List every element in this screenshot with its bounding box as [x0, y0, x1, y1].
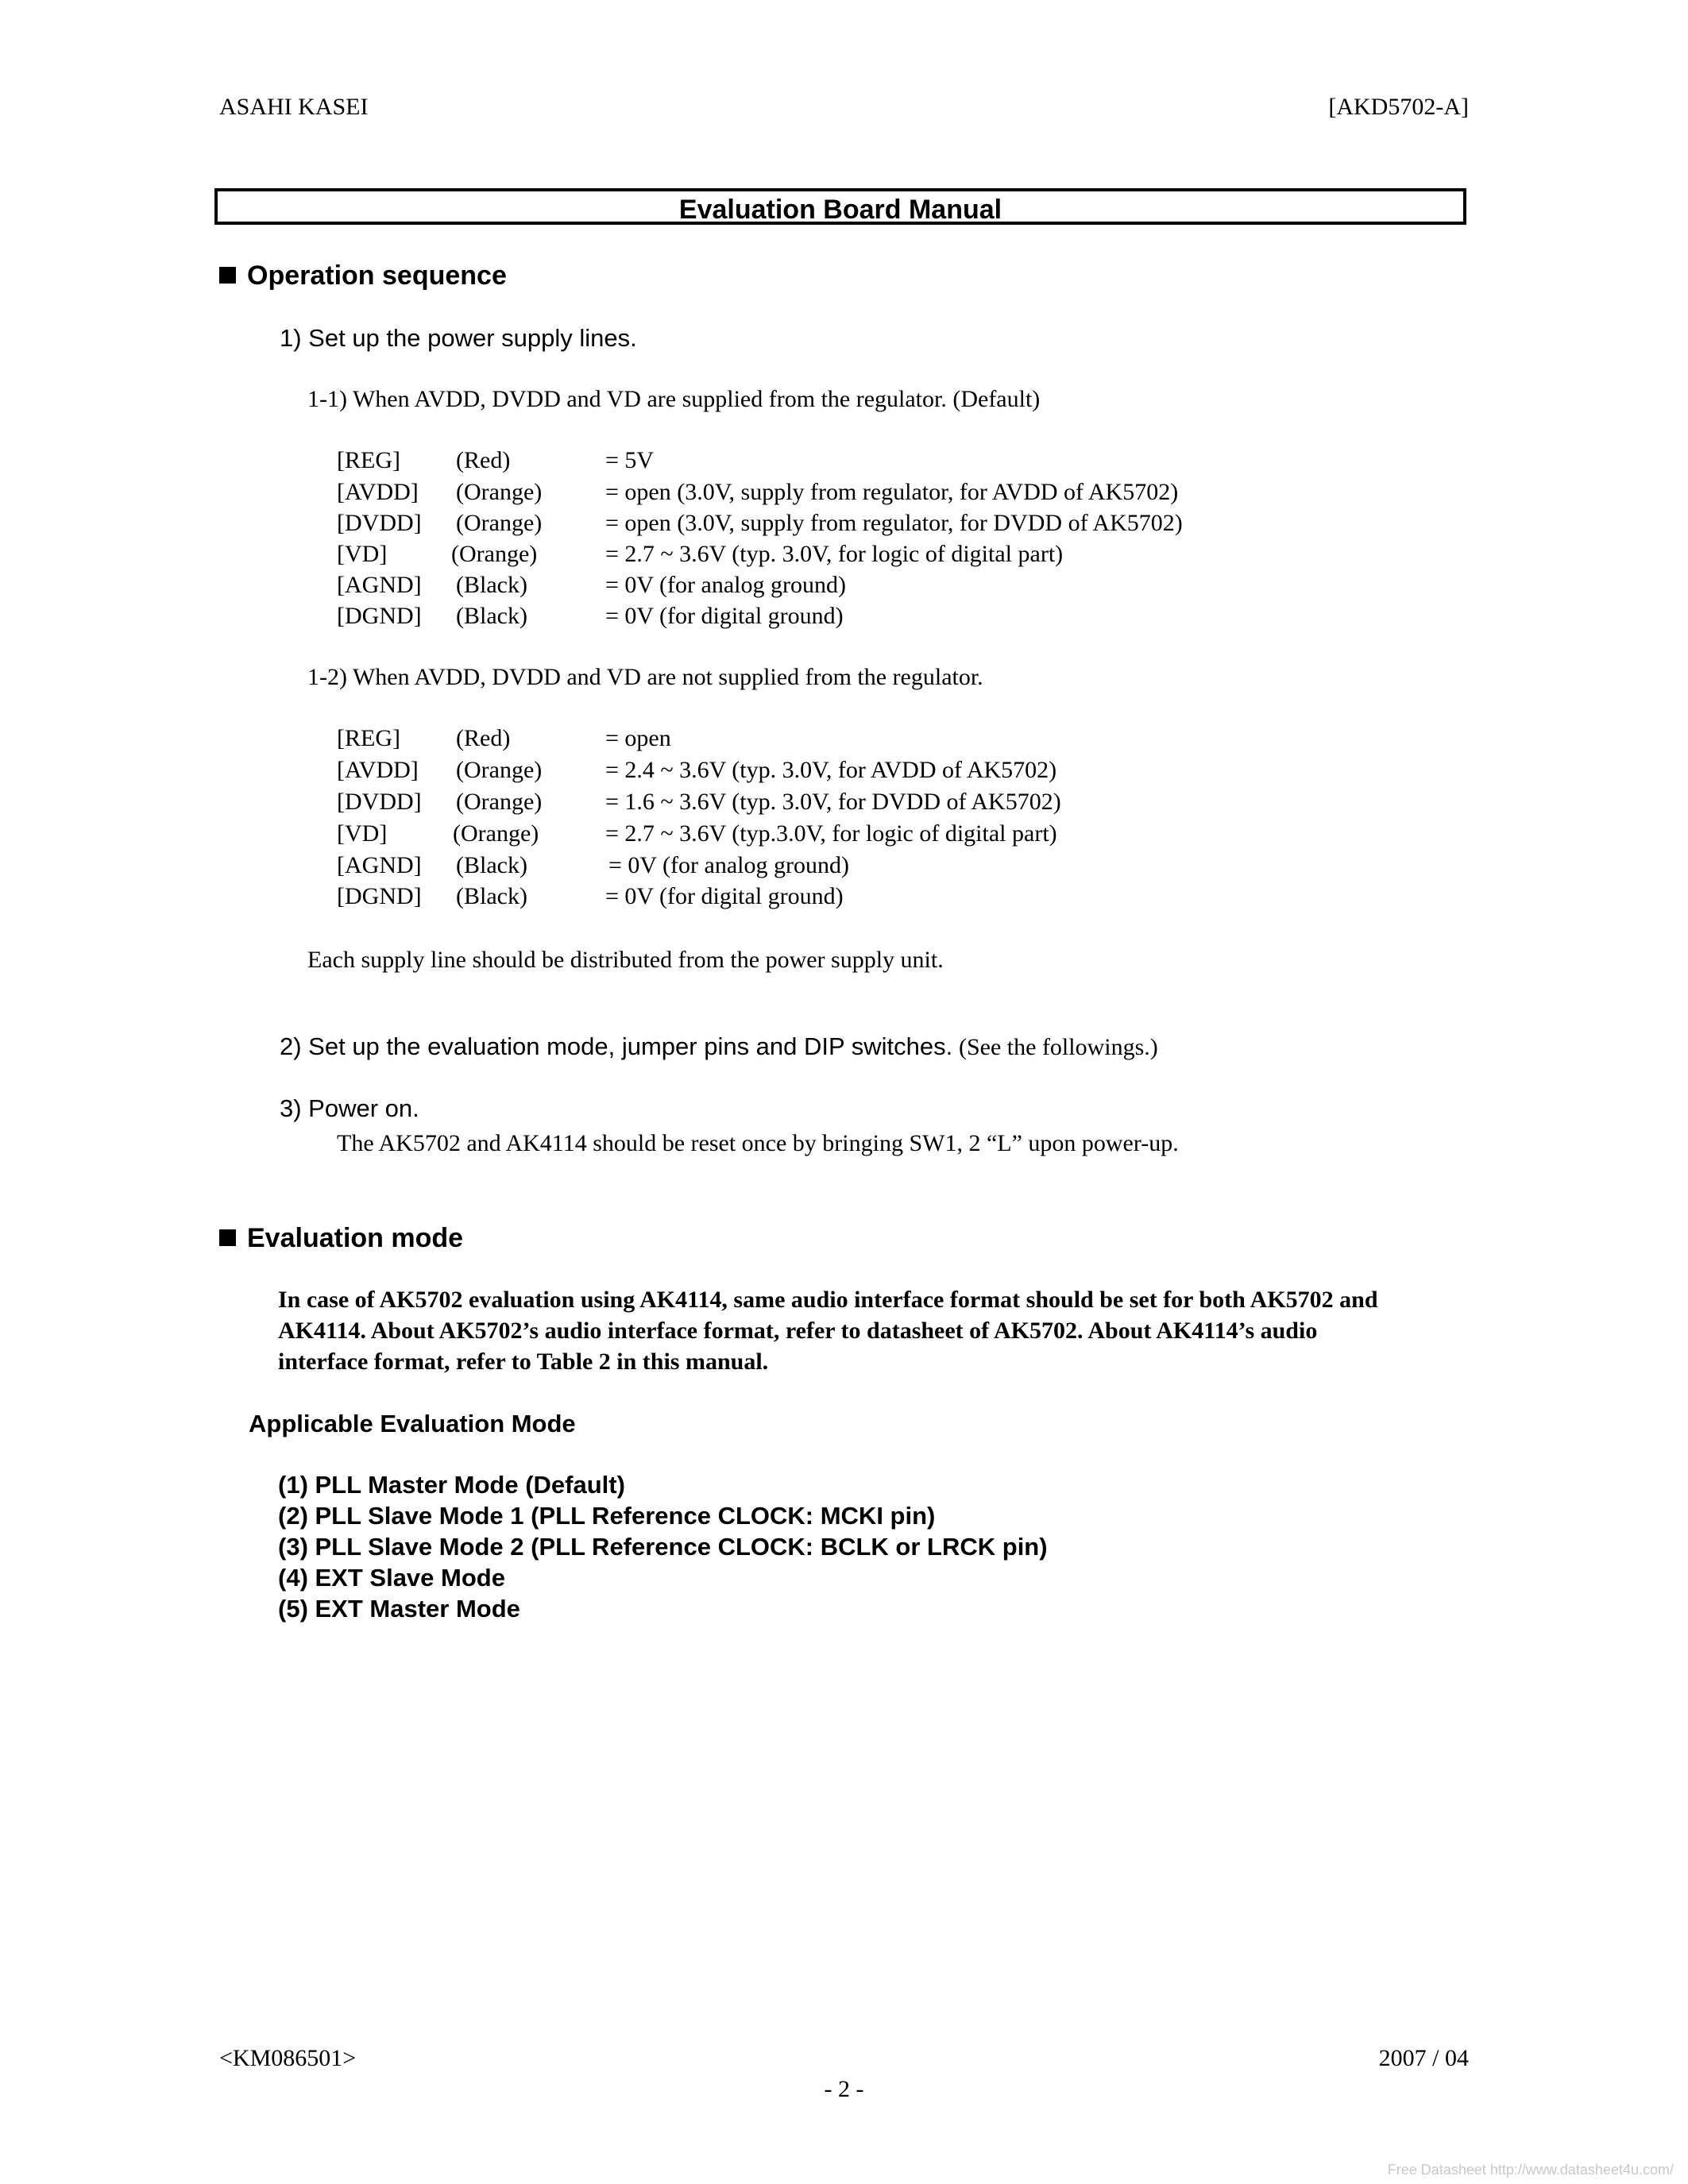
header-doc-code: [AKD5702-A]	[1328, 94, 1469, 120]
page-number: - 2 -	[824, 2076, 864, 2102]
table-row	[337, 510, 1369, 542]
pin-label: [AGND]	[337, 572, 422, 598]
step-2-text: 2) Set up the evaluation mode, jumper pins and DIP switches.	[280, 1032, 953, 1060]
evaluation-para-line-2: AK4114. About AK5702’s audio interface format, refer to datasheet of AK5702. About AK4114’s audio	[278, 1318, 1318, 1344]
wire-color: (Black)	[456, 572, 527, 598]
pin-label: [VD]	[337, 541, 388, 567]
table-row	[337, 572, 1369, 604]
wire-color: (Orange)	[456, 789, 543, 815]
supply-value: = 5V	[605, 447, 655, 473]
pin-label: [REG]	[337, 725, 400, 751]
pin-label: [DVDD]	[337, 510, 422, 536]
section-heading: Operation sequence	[247, 260, 507, 291]
evaluation-para-line-1: In case of AK5702 evaluation using AK4114, same audio interface format should be set for both AK5702 and	[278, 1287, 1378, 1313]
table-row	[337, 883, 1369, 915]
table-row	[337, 757, 1369, 789]
watermark: Free Datasheet http://www.datasheet4u.com/	[1387, 2162, 1674, 2178]
wire-color: (Black)	[456, 603, 527, 629]
step-2-note: (See the followings.)	[958, 1034, 1158, 1060]
square-bullet-icon	[219, 1229, 236, 1246]
mode-item: (1) PLL Master Mode (Default)	[278, 1471, 625, 1499]
supply-value: = 1.6 ~ 3.6V (typ. 3.0V, for DVDD of AK5702)	[605, 789, 1061, 815]
wire-color: (Orange)	[456, 757, 543, 783]
wire-color: (Black)	[456, 883, 527, 909]
step-2	[280, 1032, 1158, 1061]
pin-label: [DGND]	[337, 883, 422, 909]
table-row	[337, 725, 1369, 757]
table-row	[337, 447, 1369, 479]
step-3: 3) Power on.	[280, 1094, 419, 1122]
table-row	[337, 479, 1369, 511]
pin-label: [DVDD]	[337, 789, 422, 815]
supply-note: Each supply line should be distributed from the power supply unit.	[307, 947, 944, 973]
title-box	[214, 188, 1466, 225]
supply-value: = 2.7 ~ 3.6V (typ.3.0V, for logic of digital part)	[605, 820, 1057, 847]
wire-color: (Black)	[456, 852, 527, 878]
pin-label: [AGND]	[337, 852, 422, 878]
pin-label: [VD]	[337, 820, 388, 847]
mode-item: (4) EXT Slave Mode	[278, 1564, 505, 1592]
footer-doc-number: <KM086501>	[219, 2045, 357, 2071]
substep-1-2: 1-2) When AVDD, DVDD and VD are not supplied from the regulator.	[307, 664, 983, 690]
supply-value: = 0V (for analog ground)	[605, 572, 846, 598]
header-company: ASAHI KASEI	[219, 94, 369, 120]
wire-color: (Red)	[456, 725, 511, 751]
supply-value: = open	[605, 725, 671, 751]
wire-color: (Orange)	[453, 820, 539, 847]
table-row	[337, 789, 1369, 820]
supply-value: = 0V (for digital ground)	[605, 603, 844, 629]
page-title: Evaluation Board Manual	[678, 195, 1002, 225]
mode-item: (5) EXT Master Mode	[278, 1595, 520, 1623]
supply-value: = 0V (for analog ground)	[608, 852, 849, 878]
supply-value: = open (3.0V, supply from regulator, for AVDD of AK5702)	[605, 479, 1179, 505]
footer-date: 2007 / 04	[1378, 2045, 1469, 2071]
applicable-mode-heading: Applicable Evaluation Mode	[249, 1410, 576, 1437]
mode-item: (2) PLL Slave Mode 1 (PLL Reference CLOCK: MCKI pin)	[278, 1502, 936, 1530]
table-row	[337, 820, 1369, 852]
table-row	[337, 852, 1369, 884]
pin-label: [AVDD]	[337, 757, 419, 783]
table-row	[337, 541, 1369, 573]
substep-1-1: 1-1) When AVDD, DVDD and VD are supplied from the regulator. (Default)	[307, 386, 1041, 412]
square-bullet-icon	[219, 267, 236, 284]
pin-label: [DGND]	[337, 603, 422, 629]
wire-color: (Red)	[456, 447, 511, 473]
wire-color: (Orange)	[456, 479, 543, 505]
mode-item: (3) PLL Slave Mode 2 (PLL Reference CLOCK: BCLK or LRCK pin)	[278, 1533, 1048, 1561]
step-3-note: The AK5702 and AK4114 should be reset once by bringing SW1, 2 “L” upon power-up.	[337, 1130, 1179, 1156]
pin-label: [AVDD]	[337, 479, 419, 505]
evaluation-para-line-3: interface format, refer to Table 2 in this manual.	[278, 1349, 769, 1375]
wire-color: (Orange)	[451, 541, 538, 567]
section-evaluation-mode	[219, 1223, 463, 1254]
section-operation-sequence	[219, 260, 507, 291]
section-heading: Evaluation mode	[247, 1223, 464, 1253]
step-1: 1) Set up the power supply lines.	[280, 324, 637, 352]
supply-value: = 2.4 ~ 3.6V (typ. 3.0V, for AVDD of AK5702)	[605, 757, 1057, 783]
supply-value: = 0V (for digital ground)	[605, 883, 844, 909]
supply-value: = open (3.0V, supply from regulator, for DVDD of AK5702)	[605, 510, 1183, 536]
supply-value: = 2.7 ~ 3.6V (typ. 3.0V, for logic of digital part)	[605, 541, 1064, 567]
wire-color: (Orange)	[456, 510, 543, 536]
table-row	[337, 603, 1369, 635]
pin-label: [REG]	[337, 447, 400, 473]
